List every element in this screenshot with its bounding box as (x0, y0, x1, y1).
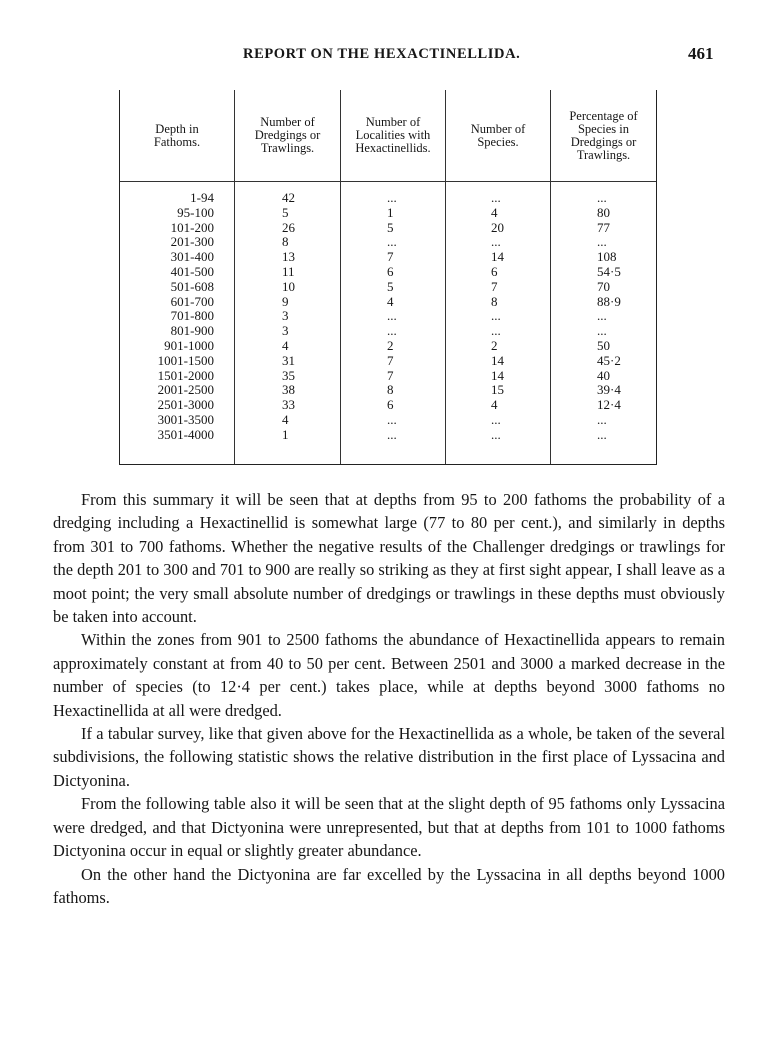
cell-dredgings: 9 (282, 293, 289, 309)
table-row (120, 309, 656, 324)
cell-dredgings: 1 (282, 426, 289, 442)
cell-localities: ... (387, 323, 397, 339)
cell-localities: ... (387, 426, 397, 442)
cell-depth: 3501-4000 (157, 426, 214, 442)
page-number: 461 (688, 44, 714, 63)
table-row (120, 428, 656, 443)
cell-dredgings: 38 (282, 382, 295, 398)
table-row (120, 369, 656, 384)
column-header-percentage: Percentage of Species in Dredgings or Trawlings. (569, 108, 638, 162)
cell-depth: 1001-1500 (157, 352, 214, 368)
cell-dredgings: 4 (282, 411, 289, 427)
cell-depth: 701-800 (170, 308, 214, 324)
cell-depth: 2501-3000 (157, 397, 214, 413)
cell-species: ... (491, 426, 501, 442)
cell-depth: 101-200 (170, 219, 214, 235)
cell-depth: 501-608 (170, 278, 214, 294)
cell-dredgings: 31 (282, 352, 295, 368)
cell-species: 14 (491, 249, 504, 265)
table-row (120, 221, 656, 236)
cell-percentage: 70 (597, 278, 610, 294)
header-rule (120, 181, 656, 182)
table-row (120, 235, 656, 250)
cell-localities: ... (387, 234, 397, 250)
cell-localities: ... (387, 411, 397, 427)
column-header-depth: Depth in Fathoms. (153, 121, 201, 149)
cell-species: 20 (491, 219, 504, 235)
cell-localities: 2 (387, 337, 394, 353)
cell-localities: ... (387, 190, 397, 205)
cell-percentage: ... (597, 411, 607, 427)
cell-species: 8 (491, 293, 498, 309)
cell-percentage: 80 (597, 204, 610, 220)
cell-localities: ... (387, 308, 397, 324)
cell-dredgings: 8 (282, 234, 289, 250)
column-header-localities: Number of Localities with Hexactinellids. (355, 115, 431, 155)
cell-species: 4 (491, 397, 498, 413)
cell-localities: 5 (387, 219, 394, 235)
cell-species: ... (491, 234, 501, 250)
cell-dredgings: 11 (282, 263, 295, 279)
cell-percentage: 88·9 (597, 293, 621, 309)
depth-distribution-table (119, 90, 657, 465)
table-row (120, 383, 656, 398)
cell-dredgings: 3 (282, 323, 289, 339)
body-text (53, 488, 725, 909)
cell-species: 6 (491, 263, 498, 279)
running-head (0, 46, 776, 70)
cell-dredgings: 33 (282, 397, 295, 413)
cell-species: 14 (491, 367, 504, 383)
cell-species: ... (491, 323, 501, 339)
table-row (120, 280, 656, 295)
cell-depth: 201-300 (170, 234, 214, 250)
table-row (120, 324, 656, 339)
cell-percentage: 40 (597, 367, 610, 383)
cell-percentage: 77 (597, 219, 610, 235)
cell-dredgings: 4 (282, 337, 289, 353)
cell-species: ... (491, 190, 501, 205)
cell-percentage: ... (597, 308, 607, 324)
table-row (120, 191, 656, 206)
cell-species: ... (491, 308, 501, 324)
running-title: REPORT ON THE HEXACTINELLIDA. (243, 46, 521, 62)
paragraph: From this summary it will be seen that at depths from 95 to 200 fathoms the probability of a dredging including a Hexactinellid is somewhat large (77 to 80 per cent.), and similarly in depths from 301 to 700 fathoms. Whether the negative results of the Challenger dredgings or trawlings for the depth 201 to 300 and 701 to 900 are really so striking as they at first sight appear, I shall leave as a moot point; the very small absolute number of dredgings or trawlings in these depths must obviously be taken into account. (53, 490, 725, 627)
cell-dredgings: 35 (282, 367, 295, 383)
column-header-species: Number of Species. (470, 121, 526, 149)
cell-localities: 4 (387, 293, 394, 309)
table-body (120, 191, 656, 443)
cell-percentage: ... (597, 234, 607, 250)
table-row (120, 354, 656, 369)
table-row (120, 206, 656, 221)
cell-percentage: ... (597, 323, 607, 339)
table-row (120, 339, 656, 354)
cell-depth: 301-400 (170, 249, 214, 265)
cell-percentage: 108 (597, 249, 617, 265)
cell-localities: 1 (387, 204, 394, 220)
cell-percentage: 12·4 (597, 397, 621, 413)
cell-localities: 7 (387, 352, 394, 368)
cell-species: 2 (491, 337, 498, 353)
table-row (120, 265, 656, 280)
cell-localities: 7 (387, 249, 394, 265)
paragraph: On the other hand the Dictyonina are far excelled by the Lyssacina in all depths beyond 1000 fathoms. (53, 864, 725, 907)
cell-dredgings: 3 (282, 308, 289, 324)
cell-species: ... (491, 411, 501, 427)
cell-percentage: ... (597, 190, 607, 205)
cell-localities: 6 (387, 263, 394, 279)
cell-dredgings: 10 (282, 278, 295, 294)
cell-depth: 401-500 (170, 263, 214, 279)
cell-depth: 2001-2500 (157, 382, 214, 398)
cell-dredgings: 26 (282, 219, 295, 235)
cell-depth: 95-100 (177, 204, 214, 220)
cell-dredgings: 42 (282, 190, 295, 205)
paragraph: From the following table also it will be seen that at the slight depth of 95 fathoms only Lyssacina were dredged, and that Dictyonina were unrepresented, but that at depths from 101 to 1000 fathoms Dictyonina occur in equal or slightly greater abundance. (53, 794, 725, 861)
cell-depth: 901-1000 (164, 337, 214, 353)
cell-species: 7 (491, 278, 498, 294)
cell-percentage: 50 (597, 337, 610, 353)
cell-percentage: 45·2 (597, 352, 621, 368)
cell-species: 15 (491, 382, 504, 398)
cell-percentage: ... (597, 426, 607, 442)
cell-depth: 801-900 (170, 323, 214, 339)
cell-dredgings: 13 (282, 249, 295, 265)
cell-localities: 5 (387, 278, 394, 294)
cell-localities: 6 (387, 397, 394, 413)
table-row (120, 295, 656, 310)
paragraph: If a tabular survey, like that given above for the Hexactinellida as a whole, be taken of the several subdivisions, the following statistic shows the relative distribution in the first place of Lyssacina and Dictyonina. (53, 724, 725, 790)
cell-localities: 8 (387, 382, 394, 398)
table-row (120, 398, 656, 413)
cell-localities: 7 (387, 367, 394, 383)
cell-percentage: 39·4 (597, 382, 621, 398)
cell-depth: 3001-3500 (157, 411, 214, 427)
column-header-dredgings: Number of Dredgings or Trawlings. (254, 115, 321, 155)
cell-percentage: 54·5 (597, 263, 621, 279)
cell-depth: 601-700 (170, 293, 214, 309)
cell-species: 4 (491, 204, 498, 220)
cell-depth: 1-94 (190, 190, 214, 205)
cell-depth: 1501-2000 (157, 367, 214, 383)
cell-species: 14 (491, 352, 504, 368)
table-row (120, 413, 656, 428)
paragraph: Within the zones from 901 to 2500 fathoms the abundance of Hexactinellida appears to remain approximately constant at from 40 to 50 per cent. Between 2501 and 3000 a marked decrease in the number of species (to 12·4 per cent.) takes place, while at depths beyond 3000 fathoms no Hexactinellida at all were dredged. (53, 630, 725, 720)
table-row (120, 250, 656, 265)
cell-dredgings: 5 (282, 204, 289, 220)
